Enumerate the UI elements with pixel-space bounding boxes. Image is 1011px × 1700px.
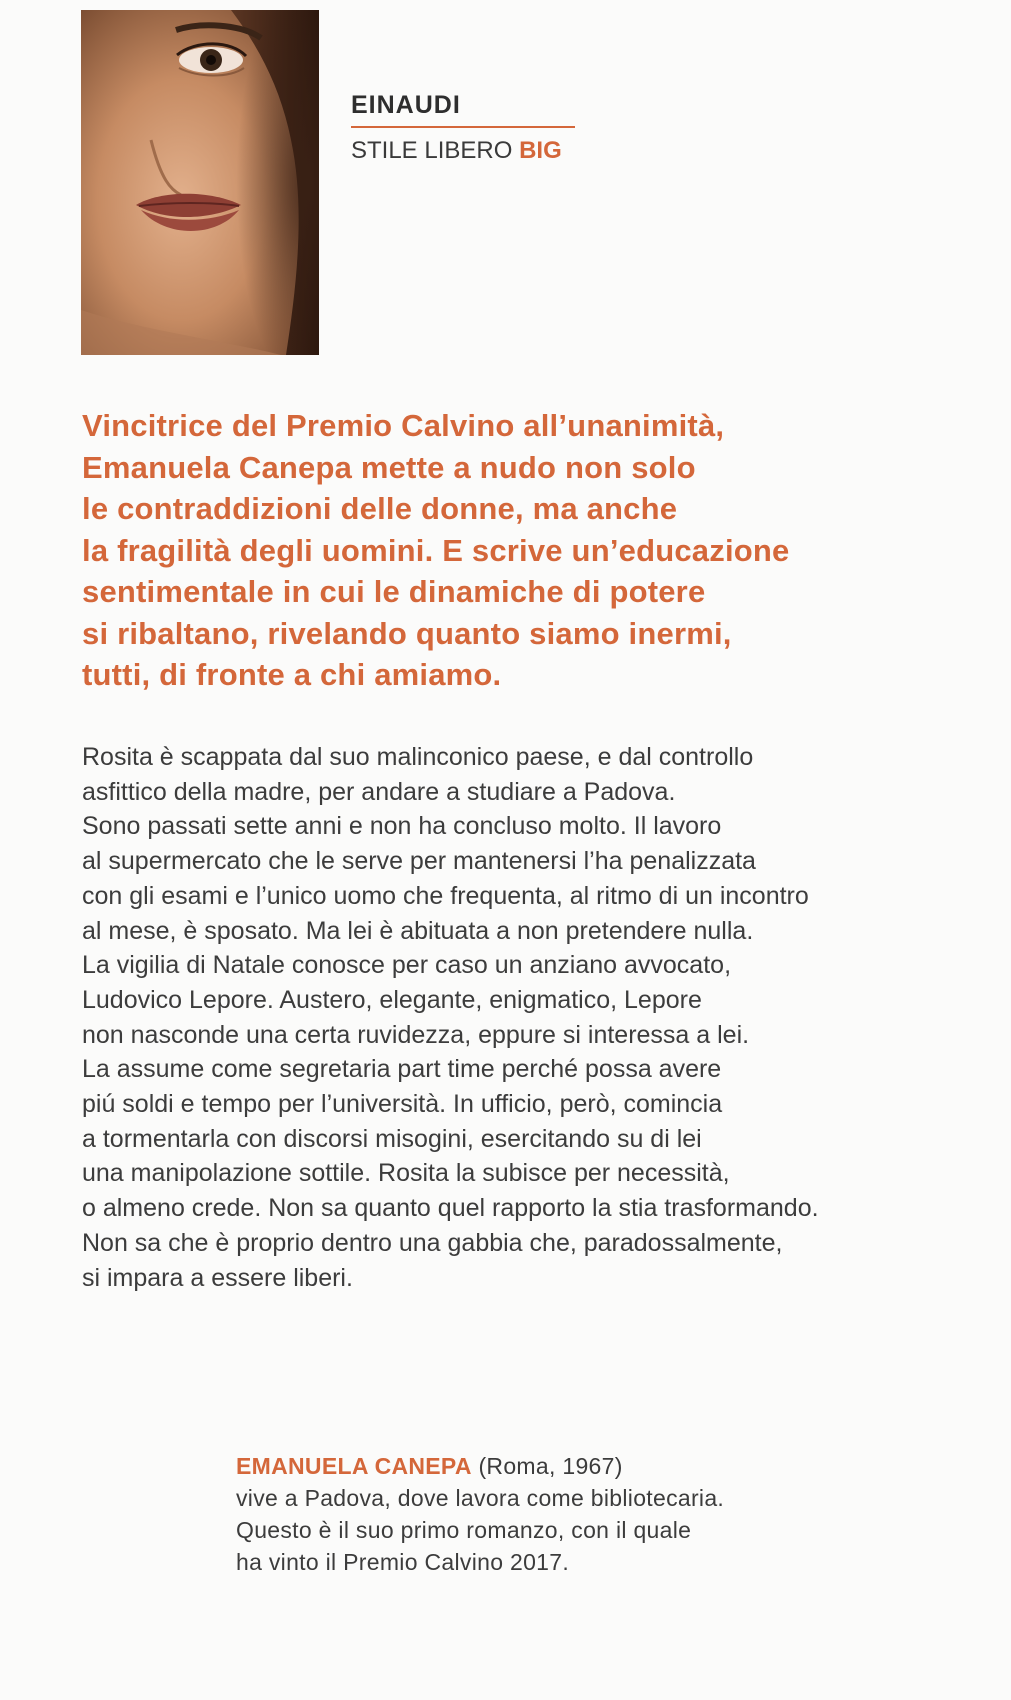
series-highlight: BIG bbox=[519, 137, 562, 164]
series-line bbox=[351, 136, 576, 166]
description bbox=[82, 740, 982, 1295]
description-line: una manipolazione sottile. Rosita la subisce per necessità, bbox=[82, 1159, 730, 1188]
blurb-line: le contraddizioni delle donne, ma anche bbox=[82, 491, 678, 526]
blurb-line: tutti, di fronte a chi amiamo. bbox=[82, 657, 502, 692]
description-line: Rosita è scappata dal suo malinconico paese, e dal controllo bbox=[82, 743, 754, 771]
blurb-line: Emanuela Canepa mette a nudo non solo bbox=[82, 449, 696, 485]
publisher-block bbox=[351, 90, 576, 166]
description-line: La vigilia di Natale conosce per caso un anziano avvocato, bbox=[82, 951, 732, 980]
blurb-line: si ribaltano, rivelando quanto siamo inermi, bbox=[82, 615, 732, 651]
blurb-line: la fragilità degli uomini. E scrive un’educazione bbox=[82, 532, 790, 568]
author-name: EMANUELA CANEPA bbox=[236, 1453, 472, 1479]
blurb-line: Vincitrice del Premio Calvino all’unanimità, bbox=[82, 408, 725, 443]
author-bio bbox=[236, 1450, 856, 1578]
description-line: al mese, è sposato. Ma lei è abituata a non pretendere nulla. bbox=[82, 916, 754, 945]
description-line: non nasconde una certa ruvidezza, eppure si interessa a lei. bbox=[82, 1020, 750, 1049]
blurb bbox=[82, 405, 982, 696]
blurb-line: sentimentale in cui le dinamiche di potere bbox=[82, 574, 706, 609]
author-bio-line: ha vinto il Premio Calvino 2017. bbox=[236, 1549, 570, 1575]
description-line: si impara a essere liberi. bbox=[82, 1263, 353, 1292]
description-line: Sono passati sette anni e non ha concluso molto. Il lavoro bbox=[82, 812, 722, 841]
description-line: piú soldi e tempo per l’università. In ufficio, però, comincia bbox=[82, 1090, 723, 1119]
author-bio-line: vive a Padova, dove lavora come bibliotecaria. bbox=[236, 1485, 725, 1511]
description-line: La assume come segretaria part time perché possa avere bbox=[82, 1055, 722, 1084]
cover-photo bbox=[81, 10, 319, 355]
description-line: a tormentarla con discorsi misogini, esercitando su di lei bbox=[82, 1124, 702, 1153]
description-line: o almeno crede. Non sa quanto quel rapporto la stia trasformando. bbox=[82, 1194, 819, 1223]
author-heading bbox=[236, 1450, 856, 1482]
description-line: al supermercato che le serve per mantenersi l’ha penalizzata bbox=[82, 847, 756, 876]
author-bio-line: Questo è il suo primo romanzo, con il quale bbox=[236, 1517, 692, 1543]
series-name: STILE LIBERO bbox=[351, 137, 513, 164]
publisher-name: EINAUDI bbox=[351, 91, 461, 119]
description-line: Non sa che è proprio dentro una gabbia che, paradossalmente, bbox=[82, 1228, 783, 1257]
description-line: asfittico della madre, per andare a studiare a Padova. bbox=[82, 777, 676, 806]
author-origin: (Roma, 1967) bbox=[471, 1453, 623, 1479]
woman-portrait-image bbox=[81, 10, 319, 355]
description-line: Ludovico Lepore. Austero, elegante, enigmatico, Lepore bbox=[82, 985, 702, 1014]
description-line: con gli esami e l’unico uomo che frequenta, al ritmo di un incontro bbox=[82, 881, 809, 910]
publisher-divider bbox=[351, 126, 575, 128]
